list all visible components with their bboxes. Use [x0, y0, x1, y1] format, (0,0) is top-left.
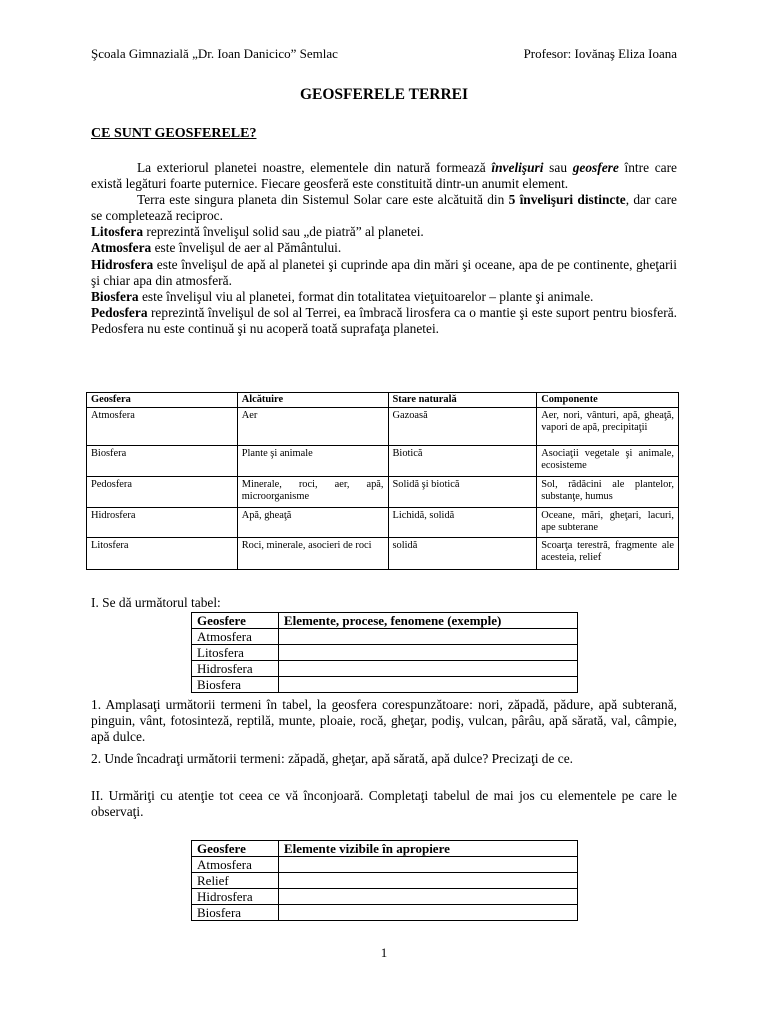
- table-cell: Atmosfera: [192, 629, 279, 645]
- table-cell: Roci, minerale, asocieri de roci: [237, 538, 388, 570]
- definition-atmosfera: Atmosfera este învelişul de aer al Pământului.: [91, 240, 342, 256]
- table-cell: Pedosfera: [87, 477, 238, 508]
- answer-cell[interactable]: [278, 905, 577, 921]
- table-row: [87, 477, 679, 508]
- table-cell: Litosfera: [192, 645, 279, 661]
- table-cell: solidă: [388, 538, 537, 570]
- table-cell: Apă, gheaţă: [237, 508, 388, 538]
- answer-cell[interactable]: [278, 629, 577, 645]
- table-cell: Biosfera: [192, 905, 279, 921]
- answer-cell[interactable]: [278, 677, 577, 693]
- answer-cell[interactable]: [278, 857, 577, 873]
- table-cell: Gazoasă: [388, 408, 537, 446]
- table-cell: Aer: [237, 408, 388, 446]
- definition-hidrosfera: Hidrosfera este învelişul de apă al planetei şi cuprinde apa din mări şi oceane, apa de pe continente, gheţarii şi chiar apa din atmosferă.: [91, 256, 677, 288]
- table-cell: Atmosfera: [87, 408, 238, 446]
- table-cell: Lichidă, solidă: [388, 508, 537, 538]
- table-cell: Litosfera: [87, 538, 238, 570]
- header-school: Şcoala Gimnazială „Dr. Ioan Danicico” Semlac: [91, 46, 338, 61]
- table-cell: Hidrosfera: [192, 661, 279, 677]
- document-title: GEOSFERELE TERREI: [299, 86, 469, 103]
- table-row: [192, 905, 578, 921]
- exercise-1-question-2: 2. Unde încadraţi următorii termeni: zăpadă, gheţar, apă sărată, apă dulce? Precizaţi de ce.: [91, 751, 574, 766]
- page-number: 1: [380, 945, 388, 960]
- table-header-cell: Componente: [537, 393, 679, 408]
- table-header-cell: Elemente vizibile în apropiere: [278, 841, 577, 857]
- table-cell: Aer, nori, vânturi, apă, gheaţă, vapori de apă, precipitaţii: [537, 408, 679, 446]
- table-row: [87, 508, 679, 538]
- table-cell: Oceane, mări, gheţari, lacuri, ape subterane: [537, 508, 679, 538]
- answer-cell[interactable]: [278, 889, 577, 905]
- table-row: [87, 408, 679, 446]
- table-header-row: [192, 841, 578, 857]
- table-header-cell: Elemente, procese, fenomene (exemple): [278, 613, 577, 629]
- table-cell: Hidrosfera: [87, 508, 238, 538]
- section-subtitle: CE SUNT GEOSFERELE?: [91, 126, 257, 141]
- geosphere-table: [86, 392, 679, 570]
- answer-cell[interactable]: [278, 873, 577, 889]
- table-header-cell: Geosfere: [192, 841, 279, 857]
- definition-pedosfera: Pedosfera reprezintă învelişul de sol al Terrei, ea îmbracă lirosfera ca o mantie şi este suport pentru biosferă. Pedosfera nu este continuă şi nu acoperă toată suprafaţa planetei.: [91, 304, 677, 336]
- definition-litosfera: Litosfera reprezintă învelişul solid sau „de piatră” al planetei.: [91, 224, 424, 240]
- table-cell: Biosfera: [192, 677, 279, 693]
- table-row: [87, 446, 679, 477]
- exercise-1-table: [191, 612, 578, 693]
- table-row: [87, 538, 679, 570]
- table-cell: Minerale, roci, aer, apă, microorganisme: [237, 477, 388, 508]
- definition-biosfera: Biosfera este învelişul viu al planetei, format din totalitatea vieţuitoarelor – plante şi animale.: [91, 288, 594, 304]
- table-cell: Hidrosfera: [192, 889, 279, 905]
- table-row: [192, 889, 578, 905]
- exercise-2-intro: II. Urmăriţi cu atenţie tot ceea ce vă înconjoară. Completaţi tabelul de mai jos cu elementele pe care le observaţi.: [91, 788, 677, 820]
- paragraph-1: La exteriorul planetei noastre, elementele din natură formează învelişuri sau geosfere între care există legături foarte puternice. Fiecare geosferă este constituită dintr-un anumit element.: [91, 160, 678, 192]
- table-header-cell: Alcătuire: [237, 393, 388, 408]
- table-cell: Atmosfera: [192, 857, 279, 873]
- exercise-1-question-1: 1. Amplasaţi următorii termeni în tabel, la geosfera corespunzătoare: nori, zăpadă, pădure, apă subterană, pinguin, vânt, fotosinteză, reptilă, munte, ploaie, rocă, gheţar, podiş, vulcan, pârâu, apă sărată, val, câmpie, apă dulce.: [91, 697, 677, 745]
- table-row: [192, 661, 578, 677]
- table-cell: Solidă şi biotică: [388, 477, 537, 508]
- exercise-1-intro: I. Se dă următorul tabel:: [91, 595, 221, 610]
- exercise-2-table: [191, 840, 578, 921]
- table-header-row: [87, 393, 679, 408]
- table-row: [192, 629, 578, 645]
- table-cell: Scoarţa terestră, fragmente ale acesteia, relief: [537, 538, 679, 570]
- table-row: [192, 677, 578, 693]
- table-header-row: [192, 613, 578, 629]
- table-cell: Relief: [192, 873, 279, 889]
- table-cell: Plante şi animale: [237, 446, 388, 477]
- paragraph-2: Terra este singura planeta din Sistemul Solar care este alcătuită din 5 învelişuri distincte, dar care se completează reciproc.: [91, 192, 678, 224]
- answer-cell[interactable]: [278, 645, 577, 661]
- table-cell: Biosfera: [87, 446, 238, 477]
- table-cell: Sol, rădăcini ale plantelor, substanţe, humus: [537, 477, 679, 508]
- table-header-cell: Geosfere: [192, 613, 279, 629]
- answer-cell[interactable]: [278, 661, 577, 677]
- table-header-cell: Geosfera: [87, 393, 238, 408]
- table-header-cell: Stare naturală: [388, 393, 537, 408]
- table-cell: Asociaţii vegetale şi animale, ecosisteme: [537, 446, 679, 477]
- header-teacher: Profesor: Iovănaş Eliza Ioana: [523, 46, 677, 61]
- table-row: [192, 857, 578, 873]
- table-cell: Biotică: [388, 446, 537, 477]
- table-row: [192, 645, 578, 661]
- intro-text: [91, 160, 677, 337]
- table-row: [192, 873, 578, 889]
